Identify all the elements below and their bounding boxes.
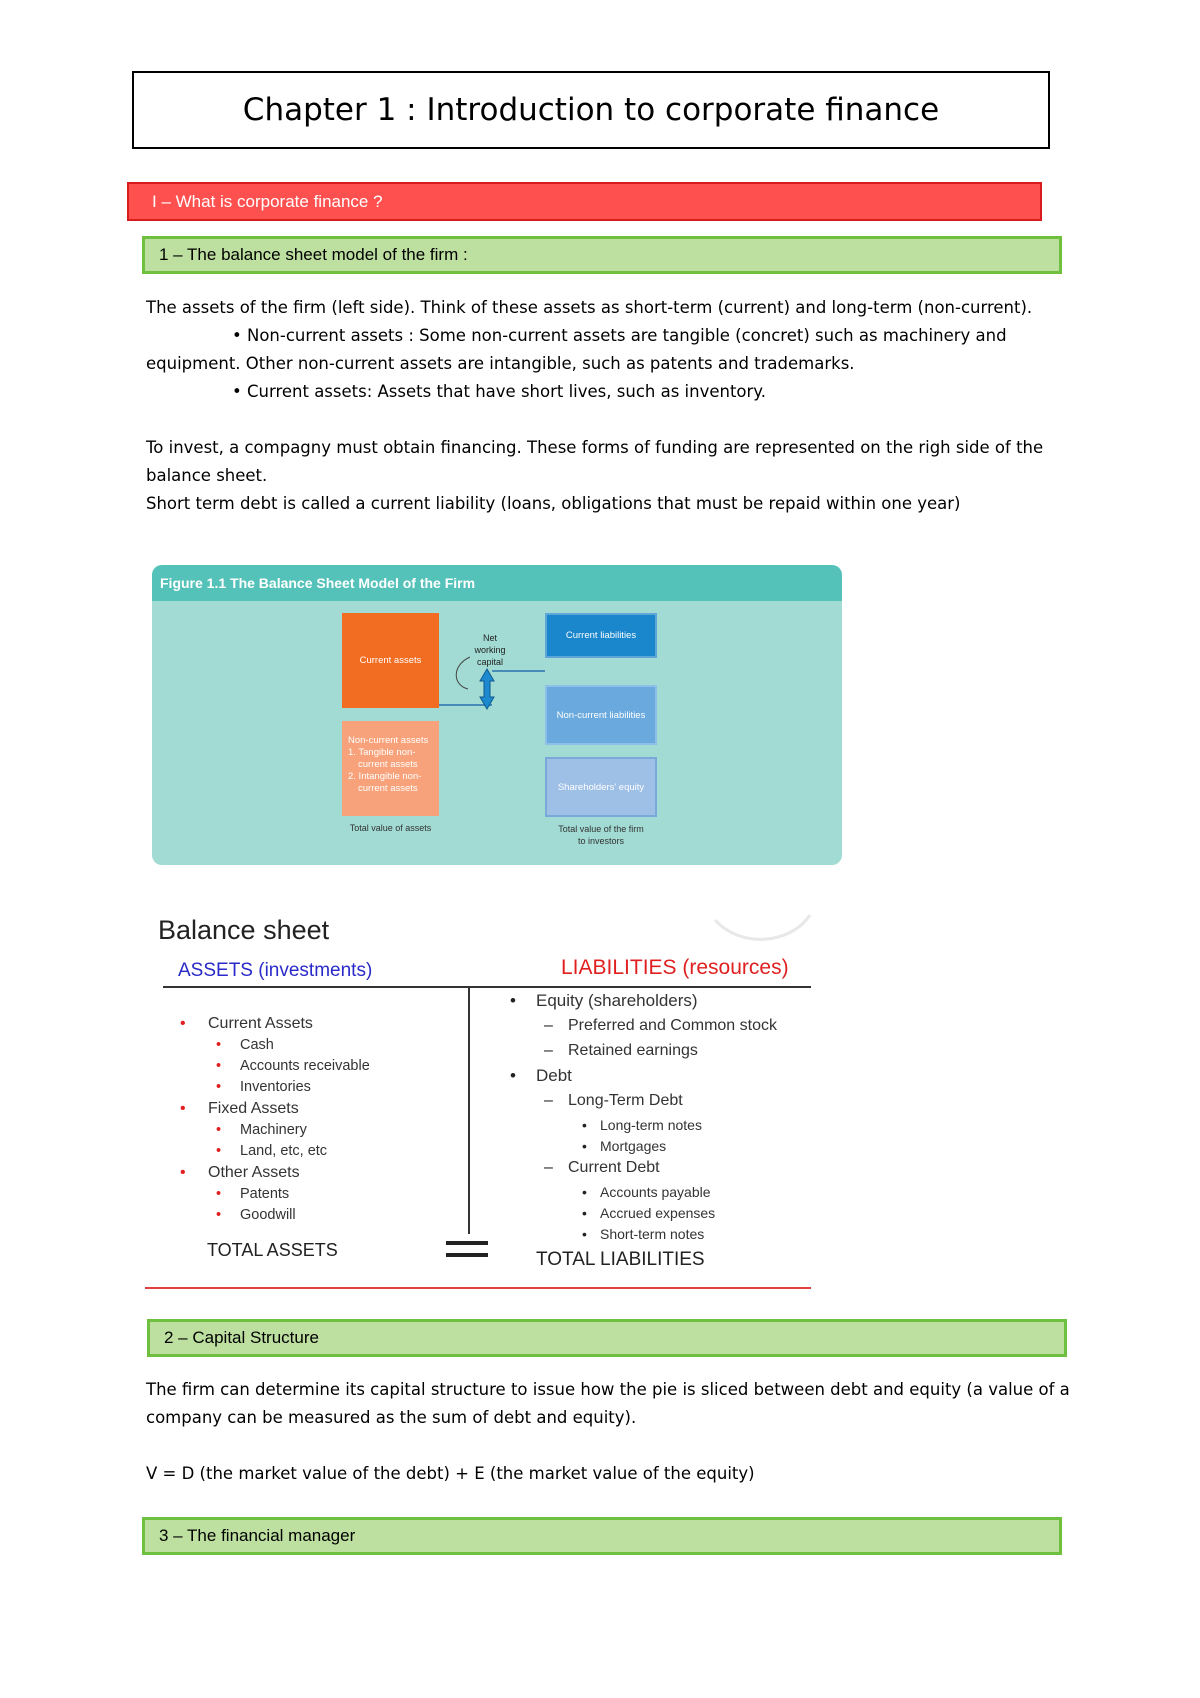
liab-subgroup (506, 1157, 816, 1182)
asset-item (180, 1035, 460, 1056)
curve-arrow-icon (456, 657, 470, 689)
text-line: Short term debt is called a current liability (loans, obligations that must be repaid within one year) (146, 494, 961, 513)
asset-item-label: Cash (240, 1037, 274, 1053)
liab-item (506, 1224, 816, 1245)
decorative-swoosh (700, 900, 820, 960)
bullet-icon: – (544, 1159, 553, 1176)
noncurrent-item: 2. Intangible non- (348, 771, 422, 782)
liabilities-list (506, 990, 816, 1245)
text-line: To invest, a compagny must obtain financing. These forms of funding are represented on the righ side of the (146, 438, 1044, 457)
balance-sheet-figure (152, 565, 842, 865)
bullet-icon: • (582, 1117, 587, 1133)
asset-group (180, 1013, 460, 1035)
asset-group (180, 1162, 460, 1184)
bullet-icon: • (582, 1184, 587, 1200)
asset-item (180, 1205, 460, 1226)
asset-group-label: Current Assets (208, 1015, 313, 1032)
nwc-text: Net (482, 633, 497, 643)
bullet-icon: • (216, 1186, 222, 1202)
liab-item (506, 1136, 816, 1157)
liab-subgroup (506, 1090, 816, 1115)
bullet-icon: • (510, 991, 516, 1010)
nwc-arrows (152, 565, 842, 865)
nwc-text: working (474, 645, 506, 655)
assets-header: ASSETS (investments) (178, 960, 373, 981)
liab-group-label: Equity (shareholders) (536, 991, 698, 1010)
current-assets-box: Current assets (342, 613, 439, 708)
liab-item (506, 1182, 816, 1203)
liab-item-label: Accrued expenses (600, 1205, 716, 1221)
bullet-icon: • (180, 1100, 186, 1117)
bullet-icon: • (582, 1205, 587, 1221)
text-line: equipment. Other non-current assets are intangible, such as patents and trademarks. (146, 354, 855, 373)
bullet-icon: • (216, 1058, 222, 1074)
text-line: The firm can determine its capital structure to issue how the pie is sliced between debt and equity (a value of a (146, 1380, 1070, 1399)
liab-item (506, 1115, 816, 1136)
nwc-text: capital (476, 657, 503, 667)
asset-item (180, 1141, 460, 1162)
asset-group (180, 1098, 460, 1120)
total-assets: TOTAL ASSETS (207, 1240, 338, 1260)
total-assets-caption: Total value of assets (349, 823, 432, 833)
asset-item (180, 1120, 460, 1141)
asset-item (180, 1077, 460, 1098)
text-line: The assets of the firm (left side). Think of these assets as short-term (current) and long-term (non-current). (146, 298, 1033, 317)
noncurrent-liabilities-box: Non-current liabilities (545, 685, 657, 745)
liab-item-label: Accounts payable (600, 1184, 711, 1200)
current-liabilities-box: Current liabilities (545, 613, 657, 658)
figure-heading: Figure 1.1 The Balance Sheet Model of the Firm (152, 565, 842, 601)
equals-sign (446, 1239, 488, 1259)
bullet-icon: • (216, 1079, 222, 1095)
subsection-heading-3: 3 – The financial manager (142, 1517, 1062, 1555)
caption-text: to investors (577, 836, 625, 846)
bottom-rule (145, 1287, 811, 1289)
bullet-icon: • (180, 1015, 186, 1032)
formula: V = D (the market value of the debt) + E (the market value of the equity) (146, 1464, 755, 1483)
double-arrow-icon (480, 669, 494, 709)
text-line: company can be measured as the sum of debt and equity). (146, 1408, 637, 1427)
bullet-icon: • (582, 1138, 587, 1154)
paragraph-capital-structure (146, 1376, 1086, 1488)
liab-subgroup-label: Preferred and Common stock (568, 1017, 777, 1034)
column-divider (468, 988, 470, 1234)
liab-item-label: Long-term notes (600, 1117, 702, 1133)
bullet-icon: • (180, 1164, 186, 1181)
asset-item-label: Goodwill (240, 1207, 296, 1223)
liab-subgroup (506, 1015, 816, 1040)
asset-item-label: Land, etc, etc (240, 1143, 328, 1159)
asset-item-label: Patents (240, 1186, 290, 1202)
asset-item (180, 1184, 460, 1205)
bullet-icon: • (216, 1037, 222, 1053)
liabilities-header: LIABILITIES (resources) (561, 956, 789, 979)
asset-item-label: Accounts receivable (240, 1058, 370, 1074)
subsection-heading-1: 1 – The balance sheet model of the firm : (142, 236, 1062, 274)
equity-box: Shareholders' equity (545, 757, 657, 817)
page-title: Chapter 1 : Introduction to corporate finance (132, 71, 1050, 149)
bullet-icon: – (544, 1042, 553, 1059)
asset-group-label: Other Assets (208, 1164, 300, 1181)
total-liabilities: TOTAL LIABILITIES (536, 1249, 705, 1270)
liab-item-label: Short-term notes (600, 1226, 705, 1242)
asset-item-label: Inventories (240, 1079, 311, 1095)
liab-group (506, 1065, 816, 1090)
liab-item-label: Mortgages (600, 1138, 667, 1154)
noncurrent-title: Non-current assets (348, 735, 429, 746)
bullet-icon: – (544, 1092, 553, 1109)
asset-group-label: Fixed Assets (208, 1100, 299, 1117)
text-line: balance sheet. (146, 466, 268, 485)
liab-subgroup-label: Long-Term Debt (568, 1092, 683, 1109)
bullet-icon: • (510, 1066, 516, 1085)
liab-group (506, 990, 816, 1015)
noncurrent-item: current assets (358, 783, 418, 794)
liab-item (506, 1203, 816, 1224)
assets-list (180, 1013, 460, 1226)
liab-group-label: Debt (536, 1066, 572, 1085)
asset-item-label: Machinery (240, 1122, 307, 1138)
liab-subgroup-label: Retained earnings (568, 1042, 698, 1059)
liab-subgroup (506, 1040, 816, 1065)
total-firm-caption (538, 823, 664, 847)
bullet-icon: • (216, 1122, 222, 1138)
liab-subgroup-label: Current Debt (568, 1159, 660, 1176)
bullet-noncurrent: • Non-current assets : Some non-current assets are tangible (concret) such as machinery and (232, 326, 1007, 345)
noncurrent-item: current assets (358, 759, 418, 770)
balance-sheet-title: Balance sheet (158, 915, 330, 945)
header-rule (163, 986, 811, 988)
subsection-heading-2: 2 – Capital Structure (147, 1319, 1067, 1357)
caption-text: Total value of the firm (558, 824, 644, 834)
bullet-icon: – (544, 1017, 553, 1034)
bullet-icon: • (216, 1207, 222, 1223)
section-heading: I – What is corporate finance ? (127, 182, 1042, 221)
bullet-icon: • (216, 1143, 222, 1159)
asset-item (180, 1056, 460, 1077)
bullet-icon: • (582, 1226, 587, 1242)
bullet-current: • Current assets: Assets that have short lives, such as inventory. (232, 382, 766, 401)
paragraph-balance-sheet (146, 294, 1066, 518)
noncurrent-item: 1. Tangible non- (348, 747, 416, 758)
